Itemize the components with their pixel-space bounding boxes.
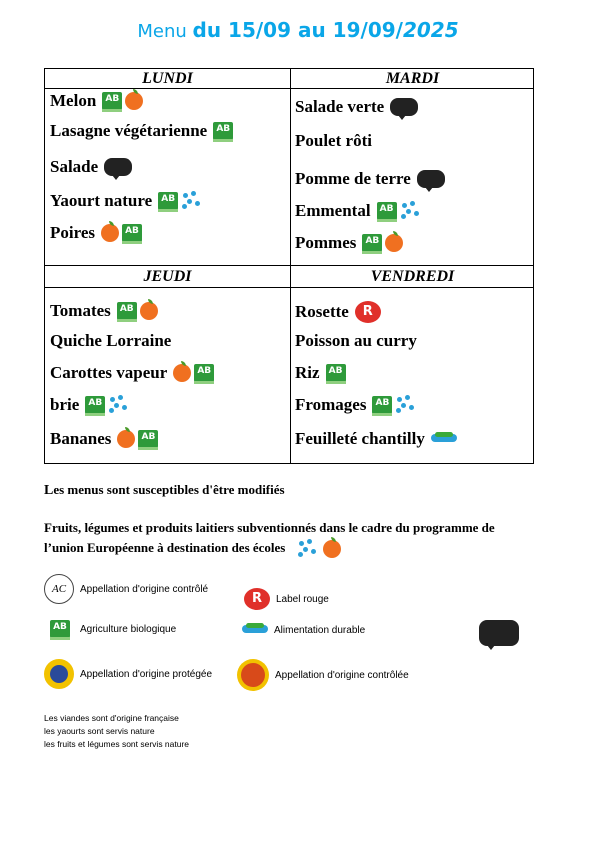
fruit-icon [117,430,135,448]
menu-item-label: Quiche Lorraine [50,331,172,350]
menu-item [50,121,233,141]
bio-icon: AB [50,620,70,638]
legend-bio: AB Agriculture biologique [50,620,176,638]
dairy-dots-icon [395,395,415,415]
bio-icon: AB [122,224,142,242]
menu-item-label: Melon [50,91,97,110]
fruit-icon [140,302,158,320]
dairy-dots-icon [400,201,420,221]
menu-item [50,429,158,449]
menu-item [295,301,381,323]
dairy-dots-icon [181,191,201,211]
menu-item [50,157,132,177]
menu-item-label: Poisson au curry [295,331,417,350]
bio-icon: AB [138,430,158,448]
menu-item [295,331,420,351]
dairy-dots-icon [108,395,128,415]
local-product-icon [417,170,445,188]
aop-icon [44,659,74,689]
day-header-lundi: LUNDI [142,70,193,87]
local-product-icon [390,98,418,116]
menu-item-label: Riz [295,363,320,382]
menu-item [295,429,457,449]
menu-item [50,223,142,243]
durable-icon [431,432,457,446]
label-rouge-icon: R [244,588,270,610]
legend-aoc2: Appellation d'origine contrôlée [237,659,409,691]
menu-change-note: Les menus sont susceptibles d'être modifiés [44,482,285,498]
menu-item [295,97,418,117]
menu-item-label: Pomme de terre [295,169,411,188]
day-header-jeudi: JEUDI [143,268,192,285]
bio-icon: AB [372,396,392,414]
legend-aop: Appellation d'origine protégée [44,659,212,689]
label-rouge-icon: R [355,301,381,323]
menu-item [50,363,214,383]
menu-item-label: Lasagne végétarienne [50,121,208,140]
menu-item-label: Salade verte [295,97,385,116]
local-product-icon [479,620,519,646]
fruit-icon [101,224,119,242]
bio-icon: AB [194,364,214,382]
menu-item-label: Rosette [295,302,349,321]
dairy-dots-icon [297,539,317,559]
bio-icon: AB [102,92,122,110]
menu-item-label: Salade [50,157,99,176]
fruit-icon [323,540,341,558]
aoc-icon: AC [44,574,74,604]
bio-icon: AB [326,364,346,382]
subsidy-note: Fruits, légumes et produits laitiers subventionnés dans le cadre du programme de l’union Européenne à destination des écoles [44,518,514,559]
menu-item-label: Tomates [50,301,111,320]
bio-icon: AB [213,122,233,140]
menu-item-label: Yaourt nature [50,191,153,210]
menu-item [50,331,174,351]
menu-item-label: Poulet rôti [295,131,372,150]
menu-item [50,395,128,415]
footer-notes: Les viandes sont d'origine française les yaourts sont servis nature les fruits et légumes sont servis nature [44,713,190,749]
menu-item [295,233,403,253]
day-header-vendredi: VENDREDI [370,268,455,285]
bio-icon: AB [85,396,105,414]
menu-item [295,363,346,383]
fruit-icon [385,234,403,252]
aoc-seal-icon [237,659,269,691]
durable-icon [242,623,268,637]
page-title: Menu du 15/09 au 19/09/2025 [137,18,459,42]
menu-item [50,301,158,321]
bio-icon: AB [362,234,382,252]
bio-icon: AB [158,192,178,210]
menu-item-label: Pommes [295,233,357,252]
bio-icon: AB [377,202,397,220]
menu-item [295,169,445,189]
legend-aoc: AC Appellation d'origine contrôlé [44,574,208,604]
menu-item [295,201,420,221]
legend-labelrouge: R Label rouge [244,588,329,610]
legend-durable: Alimentation durable [242,623,365,637]
menu-item [50,91,143,111]
local-product-icon [104,158,132,176]
fruit-icon [173,364,191,382]
bio-icon: AB [117,302,137,320]
menu-grid [44,68,534,464]
day-header-mardi: MARDI [385,70,440,87]
menu-item-label: brie [50,395,80,414]
menu-item [295,395,415,415]
menu-item [50,191,201,211]
menu-item-label: Emmental [295,201,371,220]
menu-item-label: Carottes vapeur [50,363,168,382]
menu-item-label: Poires [50,223,96,242]
fruit-icon [125,92,143,110]
menu-item-label: Bananes [50,429,112,448]
menu-item [295,131,375,151]
menu-item-label: Feuilleté chantilly [295,429,425,448]
menu-item-label: Fromages [295,395,367,414]
